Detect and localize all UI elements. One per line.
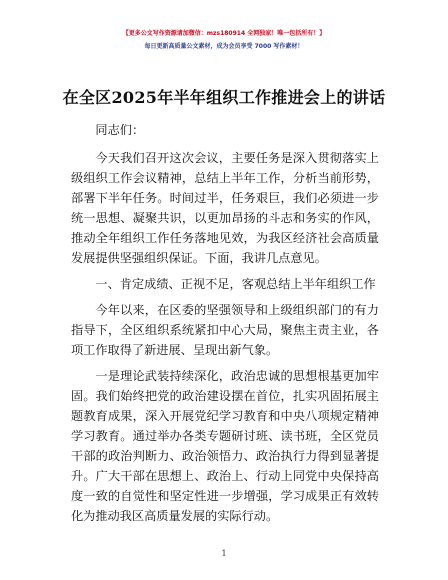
paragraph-overview: 今年以来，在区委的坚强领导和上级组织部门的有力指导下，全区组织系统紧扣中心大局，聚焦主责主业，各项工作取得了新进展、呈现出新气象。 <box>71 303 379 357</box>
paragraph-point-one: 一是理论武装持续深化，政治忠诚的思想根基更加牢固。我们始终把党的政治建设摆在首位，扎实巩固拓展主题教育成果，深入开展党纪学习教育和中央八项规定精神学习教育。通过举办各类专题研讨班、读书班，全区党员干部的政治判断力、政治领悟力、政治执行力得到显著提升。广大干部在思想上、政治上、行动上同党中央保持高度一致的自觉性和坚定性进一步增强，学习成果正有效转化为推动我区高质量发展的实际行动。 <box>71 369 379 523</box>
document-title: 在全区2025年半年组织工作推进会上的讲话 <box>62 88 386 107</box>
section-heading: 一、肯定成绩、正视不足，客观总结上半年组织工作 <box>95 277 376 291</box>
document-body <box>71 120 379 526</box>
promo-banner-line-1: 【更多公文写作资源请加微信：mzs180914 全网独家！唯一包括所有！】 <box>122 30 326 37</box>
salutation: 同志们： <box>95 123 145 137</box>
page-number: 1 <box>221 549 227 558</box>
promo-banner-line-2: 每日更新高质量公文素材，成为会员享受 7000 写作素材！ <box>144 43 304 50</box>
paragraph-intro: 今天我们召开这次会议，主要任务是深入贯彻落实上级组织工作会议精神，总结上半年工作，分析当前形势，部署下半年任务。时间过半，任务艰巨，我们必须进一步统一思想、凝聚共识，以更加昂扬的斗志和务实的作风，推动全年组织工作任务落地见效，为我区经济社会高质量发展提供坚强组织保证。下面，我讲几点意见。 <box>71 151 379 265</box>
